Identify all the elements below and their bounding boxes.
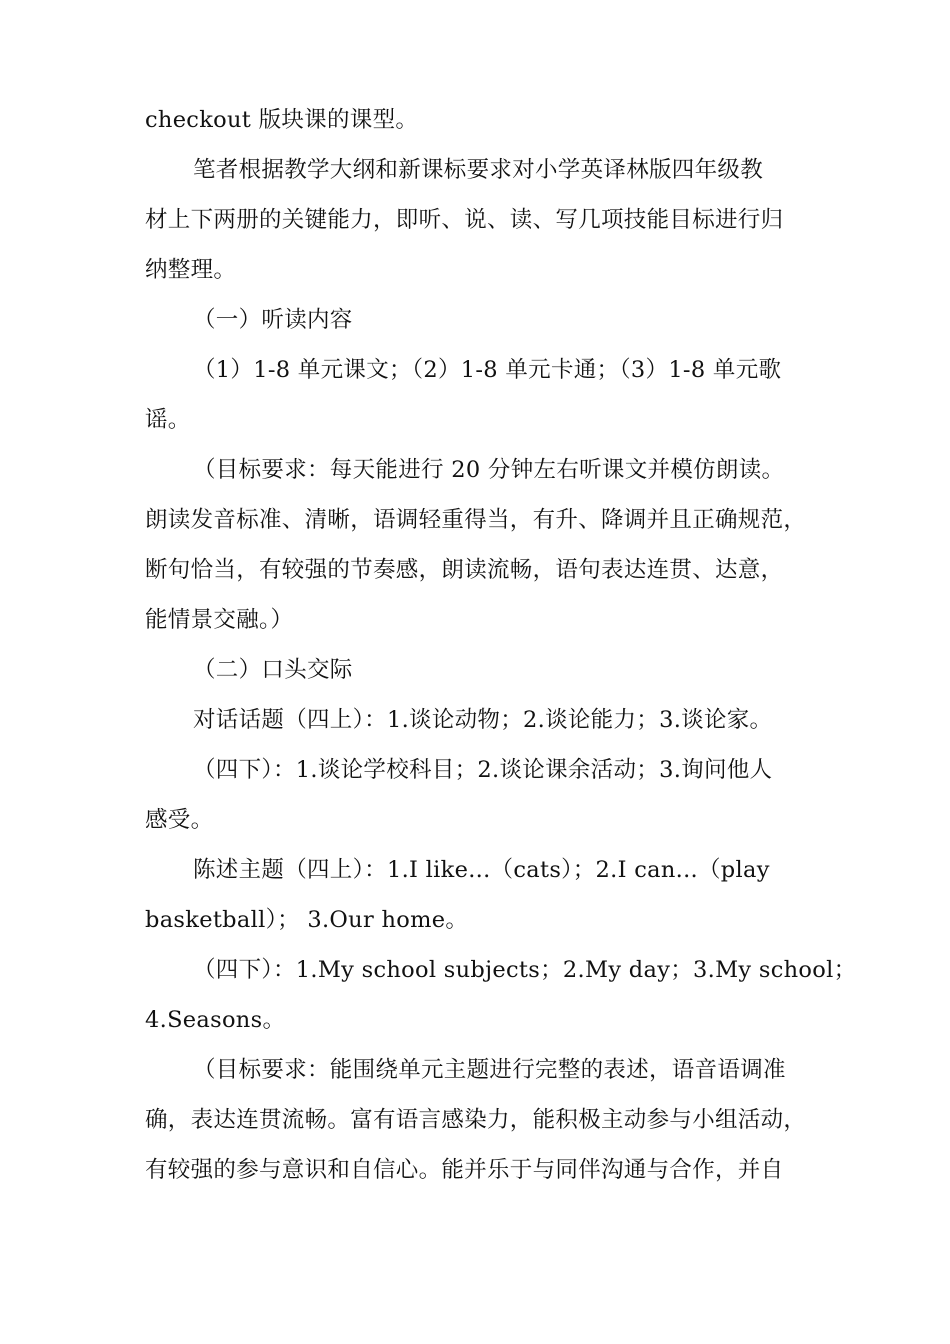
paragraph-line: 4.Seasons。 bbox=[145, 1007, 286, 1033]
paragraph-line: 陈述主题（四上）：1.I like...（cats）；2.I can...（play bbox=[193, 857, 770, 883]
paragraph-line: 断句恰当，有较强的节奏感，朗读流畅，语句表达连贯、达意， bbox=[145, 557, 784, 583]
paragraph-line: 材上下两册的关键能力，即听、说、读、写几项技能目标进行归 bbox=[145, 207, 784, 233]
paragraph-line: 有较强的参与意识和自信心。能并乐于与同伴沟通与合作，并自 bbox=[145, 1157, 784, 1183]
paragraph-line: 纳整理。 bbox=[145, 257, 237, 283]
paragraph-line: （四下）：1.谈论学校科目；2.谈论课余活动；3.询问他人 bbox=[193, 757, 773, 783]
paragraph-line: basketball）； 3.Our home。 bbox=[145, 907, 469, 933]
section-heading: （一）听读内容 bbox=[193, 307, 353, 333]
paragraph-line: 对话话题（四上）：1.谈论动物；2.谈论能力；3.谈论家。 bbox=[193, 707, 773, 733]
paragraph-line: 谣。 bbox=[145, 407, 191, 433]
section-heading: （二）口头交际 bbox=[193, 657, 353, 683]
paragraph-line: （目标要求：能围绕单元主题进行完整的表述，语音语调准 bbox=[193, 1057, 786, 1083]
paragraph-line: （目标要求：每天能进行 20 分钟左右听课文并模仿朗读。 bbox=[193, 457, 785, 483]
paragraph-line: 朗读发音标准、清晰，语调轻重得当，有升、降调并且正确规范， bbox=[145, 507, 807, 533]
paragraph-line: 笔者根据教学大纲和新课标要求对小学英译林版四年级教 bbox=[193, 157, 764, 183]
paragraph-line: checkout 版块课的课型。 bbox=[145, 107, 419, 133]
paragraph-line: 能情景交融。） bbox=[145, 607, 294, 633]
paragraph-line: 感受。 bbox=[145, 807, 214, 833]
paragraph-line: （四下）：1.My school subjects；2.My day；3.My school； bbox=[193, 957, 857, 983]
paragraph-line: （1）1-8 单元课文；（2）1-8 单元卡通；（3）1-8 单元歌 bbox=[193, 357, 782, 383]
paragraph-line: 确，表达连贯流畅。富有语言感染力，能积极主动参与小组活动， bbox=[145, 1107, 807, 1133]
